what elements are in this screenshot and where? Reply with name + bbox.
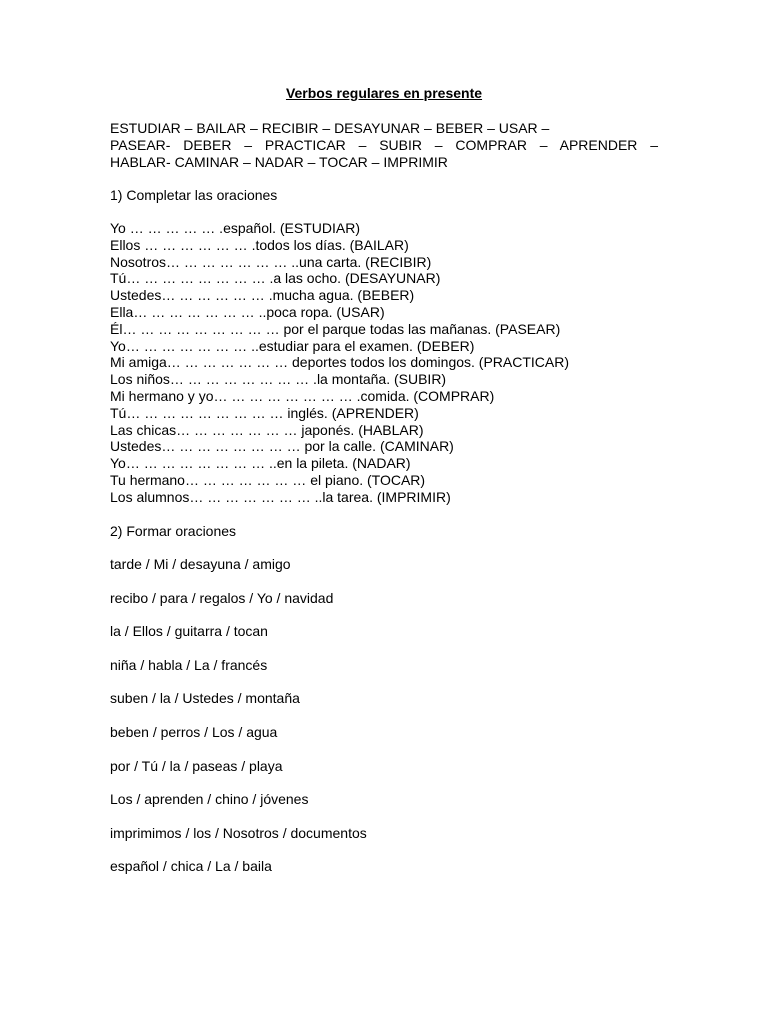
sentence-item: Ellos … … … … … … .todos los días. (BAILAR)	[110, 236, 409, 253]
word-group-item: Los / aprenden / chino / jóvenes	[110, 791, 309, 808]
verb-list-line: PASEAR- DEBER – PRACTICAR – SUBIR – COMPRAR – APRENDER –	[110, 137, 658, 153]
sentence-item: Yo … … … … … .español. (ESTUDIAR)	[110, 220, 360, 236]
word-group-item: imprimimos / los / Nosotros / documentos	[110, 824, 367, 841]
sentence-item: Tu hermano… … … … … … … el piano. (TOCAR)	[110, 471, 426, 488]
sentence-item: Yo… … … … … … … … ..en la pileta. (NADAR)	[110, 455, 411, 472]
section-1-heading: 1) Completar las oraciones	[110, 187, 278, 203]
sentence-item: Las chicas… … … … … … … japonés. (HABLAR)	[110, 421, 424, 438]
page-title: Verbos regulares en presente	[285, 85, 483, 101]
sentence-item: Mi amiga… … … … … … … deportes todos los domingos. (PRACTICAR)	[110, 354, 570, 371]
word-group-item: por / Tú / la / paseas / playa	[110, 757, 283, 774]
sentence-list	[110, 220, 569, 506]
word-group-item: recibo / para / regalos / Yo / navidad	[110, 589, 334, 606]
sentence-item: Mi hermano y yo… … … … … … … … .comida. (COMPRAR)	[110, 387, 495, 404]
verb-list-line: HABLAR- CAMINAR – NADAR – TOCAR – IMPRIMIR	[110, 154, 448, 170]
sentence-item: Tú… … … … … … … … .a las ocho. (DESAYUNAR)	[110, 270, 441, 287]
sentence-item: Los alumnos… … … … … … … ..la tarea. (IMPRIMIR)	[110, 488, 451, 505]
word-group-item: la / Ellos / guitarra / tocan	[110, 623, 268, 640]
verb-list-line: ESTUDIAR – BAILAR – RECIBIR – DESAYUNAR – BEBER – USAR –	[110, 120, 550, 136]
word-group-item: beben / perros / Los / agua	[110, 723, 278, 740]
sentence-item: Tú… … … … … … … … … inglés. (APRENDER)	[110, 404, 419, 421]
sentence-item: Ella… … … … … … … ..poca ropa. (USAR)	[110, 303, 385, 320]
word-group-item: niña / habla / La / francés	[110, 656, 268, 673]
verb-list	[110, 120, 658, 171]
section-2-heading: 2) Formar oraciones	[110, 523, 237, 539]
sentence-item: Ustedes… … … … … … … … por la calle. (CAMINAR)	[110, 438, 454, 455]
sentence-item: Yo… … … … … … … ..estudiar para el examen. (DEBER)	[110, 337, 475, 354]
word-group-list	[110, 556, 367, 892]
sentence-item: Nosotros… … … … … … … ..una carta. (RECIBIR)	[110, 253, 432, 270]
sentence-item: Él… … … … … … … … … por el parque todas las mañanas. (PASEAR)	[110, 320, 561, 337]
sentence-item: Los niños… … … … … … … … .la montaña. (SUBIR)	[110, 371, 447, 388]
word-group-item: español / chica / La / baila	[110, 858, 272, 875]
word-group-item: tarde / Mi / desayuna / amigo	[110, 556, 291, 572]
sentence-item: Ustedes… … … … … … .mucha agua. (BEBER)	[110, 287, 415, 304]
word-group-item: suben / la / Ustedes / montaña	[110, 690, 300, 707]
